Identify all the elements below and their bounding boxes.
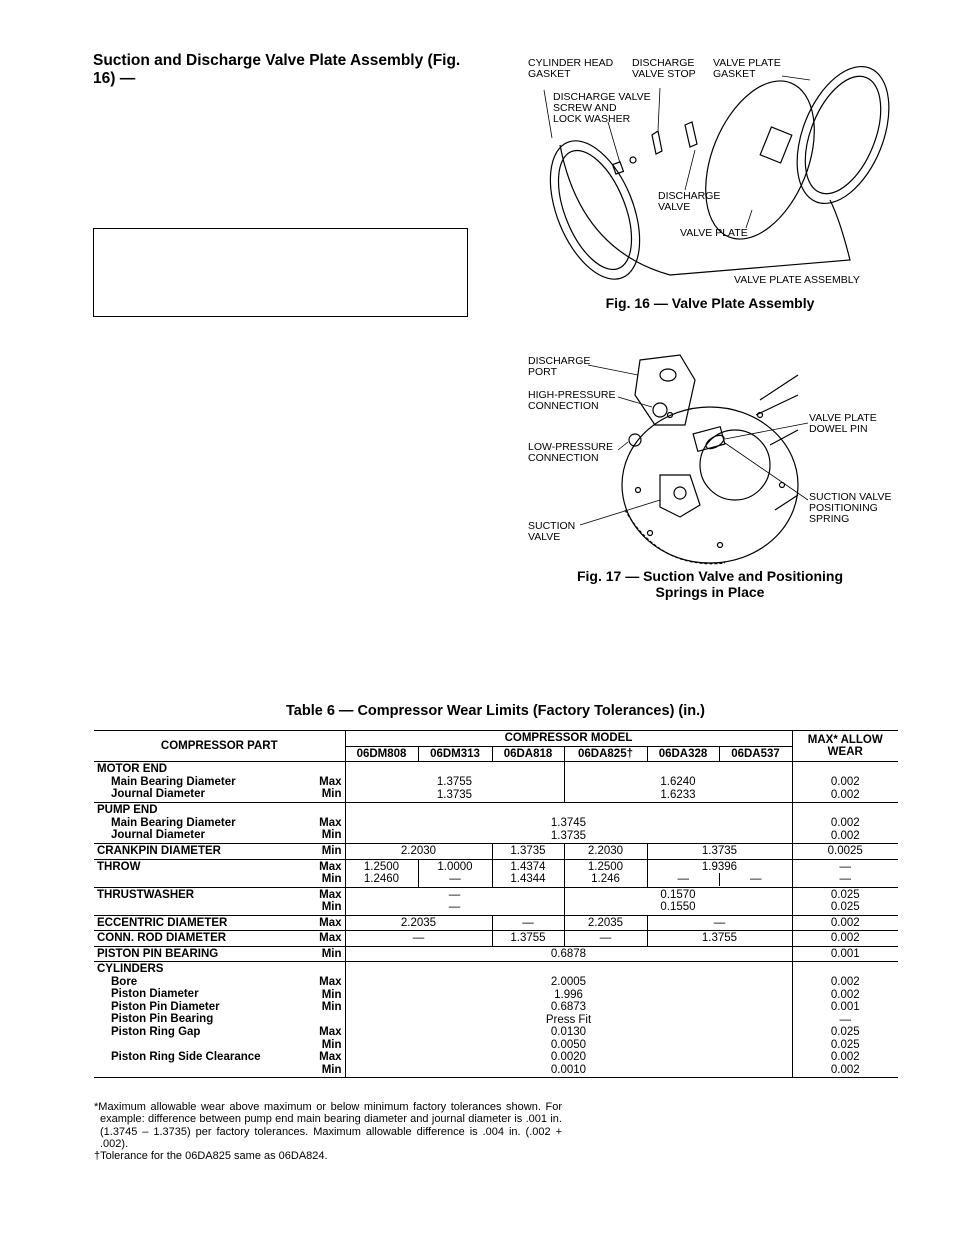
footnotes (94, 1101, 562, 1162)
row-title: ECCENTRIC DIAMETER (97, 916, 228, 929)
cell-value: 1.2500 1.2460 (345, 859, 418, 887)
cell-value: — — (345, 887, 564, 915)
cell-wear: 0.0025 (792, 844, 898, 860)
cell-value: — (647, 915, 792, 931)
cell-value: 1.3755 (492, 931, 564, 947)
row-min: Min (321, 947, 342, 960)
row-max: Max (319, 916, 342, 929)
header-model: COMPRESSOR MODEL (345, 731, 792, 747)
table-row-cylinders (94, 962, 898, 1078)
cell-wear: 0.002 0.002 (792, 762, 898, 803)
model-06DA328: 06DA328 (647, 746, 719, 762)
cell-value: 2.2035 (564, 915, 647, 931)
label-positioning-spring: SUCTION VALVE POSITIONING SPRING (809, 491, 892, 525)
header-part: COMPRESSOR PART (160, 739, 278, 752)
row-part: Journal Diameter (111, 788, 205, 800)
table-row-pump-end (94, 803, 898, 844)
table-row-throw (94, 859, 898, 887)
row-title: THRUSTWASHER (97, 888, 195, 901)
fig17-caption (520, 568, 900, 600)
section-heading: Suction and Discharge Valve Plate Assembly (Fig. 16) — (93, 52, 461, 87)
header-wear: MAX* ALLOW WEAR (792, 731, 898, 762)
fig16-caption: Fig. 16 — Valve Plate Assembly (605, 295, 815, 311)
row-part: Journal Diameter (111, 829, 205, 841)
row-title: CRANKPIN DIAMETER (97, 845, 221, 857)
label-high-pressure: HIGH-PRESSURE CONNECTION (528, 389, 616, 412)
cell-value-max: 1.9396 (701, 860, 738, 873)
cell-value: 1.0000 — (418, 859, 492, 887)
row-title: MOTOR END (97, 763, 168, 775)
label-low-pressure: LOW-PRESSURE CONNECTION (528, 441, 613, 464)
footnote-star: *Maximum allowable wear above maximum or below minimum factory tolerances shown. For example: difference between pump end main bearing diameter and journal diameter is .001 in. (1.3745 – 1.3735) per factory tolerances. Maximum allowable difference is .004 in. (.002 + .002). (94, 1101, 562, 1150)
label-cylinder-head-gasket: CYLINDER HEAD GASKET (528, 57, 614, 80)
cell-value: 1.3755 (647, 931, 792, 947)
label-discharge-valve-screw: DISCHARGE VALVE SCREW AND LOCK WASHER (553, 91, 651, 125)
model-06DA818: 06DA818 (492, 746, 564, 762)
row-title: CONN. ROD DIAMETER (97, 932, 227, 944)
label-discharge-port: DISCHARGE PORT (528, 355, 591, 378)
cell-wear: — — (792, 859, 898, 887)
row-min: Min (321, 829, 342, 841)
table-row-piston-pin-bearing (94, 946, 898, 962)
cell-wear: 0.002 (792, 931, 898, 947)
cell-value: 1.3735 (492, 844, 564, 860)
row-parts: Bore Piston Diameter Piston Pin Diameter Piston Pin Bearing Piston Ring Gap Piston Ring Side Clearance (111, 975, 261, 1063)
cell-value: 1.4374 1.4344 (492, 859, 564, 887)
label-discharge-valve-stop: DISCHARGE VALVE STOP (632, 57, 696, 80)
model-06DA537: 06DA537 (719, 746, 792, 762)
cell-wear: 0.002 0.002 0.001 — 0.025 0.025 0.002 0.002 (792, 962, 898, 1078)
row-max: Max (319, 888, 342, 901)
table-row-thrustwasher (94, 887, 898, 915)
row-title: PUMP END (97, 804, 158, 816)
table-row-eccentric (94, 915, 898, 931)
cell-value: 2.0005 1.996 0.6873 Press Fit 0.0130 0.0050 0.0020 0.0010 (345, 962, 792, 1078)
cell-value: 1.3735 (647, 844, 792, 860)
cell-value: 1.3755 1.3735 (345, 762, 564, 803)
cell-value: 1.2500 1.246 (564, 859, 647, 887)
table-row-crankpin (94, 844, 898, 860)
cell-value: 0.6878 (345, 946, 792, 962)
row-max: Max (319, 932, 342, 944)
label-valve-plate: VALVE PLATE (680, 227, 748, 239)
cell-value: — (345, 931, 492, 947)
cell-wear: 0.001 (792, 946, 898, 962)
footnote-dagger: †Tolerance for the 06DA825 same as 06DA824. (94, 1150, 328, 1163)
table-row-conn-rod (94, 931, 898, 947)
row-min: Min (321, 901, 342, 913)
row-min: Min (321, 788, 342, 800)
label-valve-plate-assembly: VALVE PLATE ASSEMBLY (734, 274, 860, 286)
fig17-caption-line2: Springs in Place (655, 584, 765, 600)
cell-value: 1.6240 1.6233 (564, 762, 792, 803)
row-max-min: Max Min Min Max Min Max Min (319, 976, 342, 1076)
row-max: Max (319, 775, 342, 788)
row-part: Main Bearing Diameter (111, 775, 236, 788)
label-discharge-valve: DISCHARGE VALVE (658, 190, 721, 213)
cell-wear: 0.002 0.002 (792, 803, 898, 844)
row-part: Main Bearing Diameter (111, 816, 236, 829)
cell-value-min: — (677, 873, 689, 885)
model-06DA825: 06DA825† (564, 746, 647, 762)
cell-wear: 0.002 (792, 915, 898, 931)
row-title: THROW (97, 860, 141, 873)
row-min: Min (321, 873, 342, 885)
row-max: Max (319, 816, 342, 829)
label-suction-valve: SUCTION VALVE (528, 520, 576, 543)
cell-value: 2.2035 (345, 915, 492, 931)
row-min: Min (321, 845, 342, 857)
row-title: PISTON PIN BEARING (97, 947, 219, 960)
label-valve-plate-gasket: VALVE PLATE GASKET (713, 57, 781, 80)
row-title: CYLINDERS (97, 963, 164, 975)
table-title: Table 6 — Compressor Wear Limits (Factory Tolerances) (in.) (286, 703, 705, 719)
model-06DM313: 06DM313 (418, 746, 492, 762)
fig17-caption-line1: Fig. 17 — Suction Valve and Positioning (576, 568, 844, 584)
label-dowel-pin: VALVE PLATE DOWEL PIN (809, 412, 877, 435)
cell-value: 2.2030 (345, 844, 492, 860)
cell-value: — (564, 931, 647, 947)
cell-value: 2.2030 (564, 844, 647, 860)
cell-value-min: — (719, 873, 792, 886)
wear-limits-table (94, 730, 898, 1078)
table-row-motor-end (94, 762, 898, 803)
cell-value (647, 859, 792, 887)
cell-value: 1.3745 1.3735 (345, 803, 792, 844)
cell-value: 0.1570 0.1550 (564, 887, 792, 915)
valve-plate-assembly-illustration (520, 50, 900, 290)
cell-wear: 0.025 0.025 (792, 887, 898, 915)
cell-value: — (492, 915, 564, 931)
model-06DM808: 06DM808 (345, 746, 418, 762)
note-box (93, 228, 468, 317)
row-max: Max (319, 860, 342, 873)
